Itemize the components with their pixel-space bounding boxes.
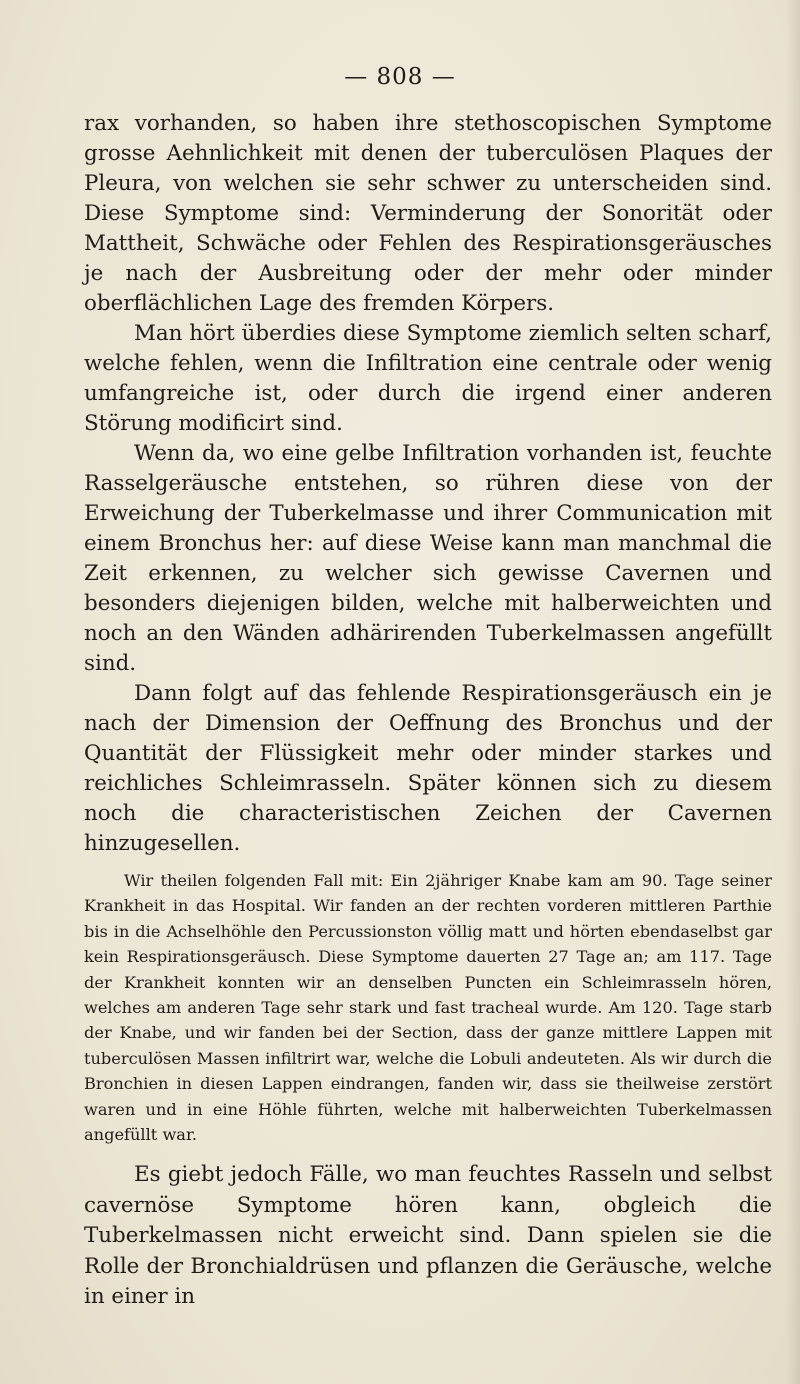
paragraph-symptoms-rarely-sharp: Man hört überdies diese Symptome ziemlich selten scharf, welche fehlen, wenn die Infiltration eine centrale oder wenig umfangreiche ist, oder durch die irgend einer anderen Störung modificirt sind. [84, 321, 772, 436]
paragraph-mucous-rales: Dann folgt auf das fehlende Respirationsgeräusch ein je nach der Dimension der Oeffnung des Bronchus und der Quantität der Flüssigkeit mehr oder minder starkes und reichliches Schleimrasseln. Später können sich zu diesem noch die characteristischen Zeichen der Cavernen hinzugesellen. [84, 681, 772, 856]
page-edge-shadow [786, 0, 800, 1384]
page-number: — 808 — [344, 64, 456, 90]
case-report: Wir theilen folgenden Fall mit: Ein 2jähriger Knabe kam am 90. Tage seiner Krankheit in das Hospital. Wir fanden an der rechten vorderen mittleren Parthie bis in die Achselhöhle den Percussionston völlig matt und hörten ebendaselbst gar kein Respirationsgeräusch. Diese Symptome dauerten 27 Tage an; am 117. Tage der Krankheit konnten wir an denselben Puncten ein Schleimrasseln hören, welches am anderen Tage sehr stark und fast tracheal wurde. Am 120. Tage starb der Knabe, und wir fanden bei der Section, dass der ganze mittlere Lappen mit tuberculösen Massen infiltrirt war, welche die Lobuli andeuteten. Als wir durch die Bronchien in diesen Lappen eindrangen, fanden wir, dass sie theilweise zerstört waren und in eine Höhle führten, welche mit halberweichten Tuberkelmassen angefüllt war. [84, 871, 772, 1145]
paragraph-moist-rales: Wenn da, wo eine gelbe Infiltration vorhanden ist, feuchte Rasselgeräusche entstehen, so rühren diese von der Erweichung der Tuberkelmasse und ihrer Communication mit einem Bronchus her: auf diese Weise kann man manchmal die Zeit erkennen, zu welcher sich gewisse Cavernen und besonders diejenigen bilden, welche mit halberweichten und noch an den Wänden adhärirenden Tuberkelmassen angefüllt sind. [84, 441, 772, 676]
paragraph-continued: rax vorhanden, so haben ihre stethoscopischen Symptome grosse Aehnlichkeit mit denen der tuberculösen Plaques der Pleura, von welchen sie sehr schwer zu unterscheiden sind. Diese Symptome sind: Verminderung der Sonorität oder Mattheit, Schwäche oder Fehlen des Respirationsgeräusches je nach der Ausbreitung oder der mehr oder minder oberflächlichen Lage des fremden Körpers. [84, 111, 772, 316]
body-text [84, 109, 772, 1313]
paragraph-cavernous-symptoms: Es giebt jedoch Fälle, wo man feuchtes Rasseln und selbst cavernöse Symptome hören kann, obgleich die Tuberkelmassen nicht erweicht sind. Dann spielen sie die Rolle der Bronchialdrüsen und pflanzen die Geräusche, welche in einer in [84, 1162, 772, 1310]
